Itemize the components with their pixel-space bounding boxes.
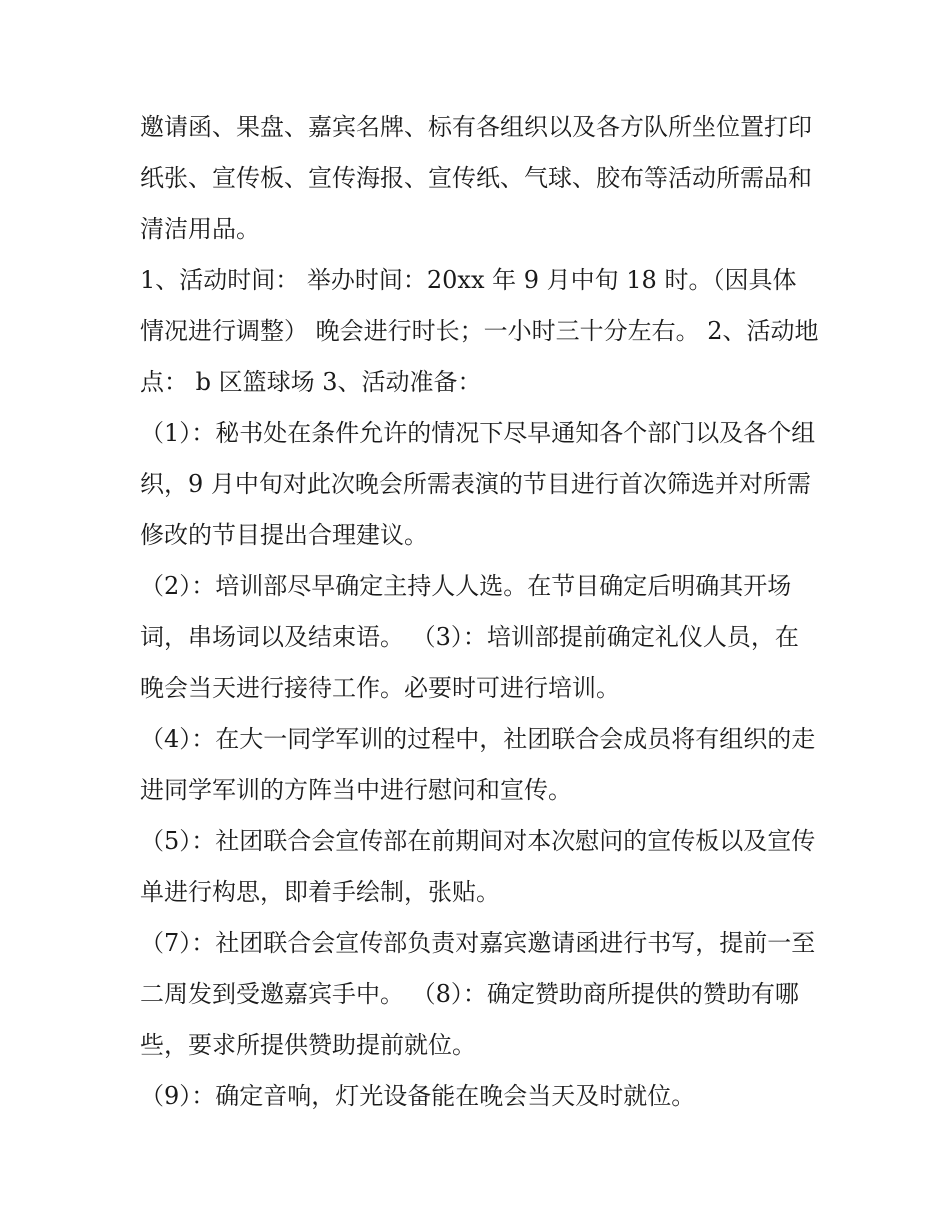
paragraph-item-9: （9）：确定音响，灯光设备能在晚会当天及时就位。 xyxy=(140,1082,696,1110)
paragraph-item-5: （5）：社团联合会宣传部在前期间对本次慰问的宣传板以及宣传单进行构思，即着手绘制，张贴。 xyxy=(140,827,816,906)
paragraph-item-7-8: （7）：社团联合会宣传部负责对嘉宾邀请函进行书写，提前一至二周发到受邀嘉宾手中。 （8）：确定赞助商所提供的赞助有哪些，要求所提供赞助提前就位。 xyxy=(140,929,816,1059)
document-body xyxy=(140,102,820,1122)
paragraph-supplies: 邀请函、果盘、嘉宾名牌、标有各组织以及各方队所坐位置打印纸张、宣传板、宣传海报、宣传纸、气球、胶布等活动所需品和清洁用品。 xyxy=(140,113,812,243)
paragraph-time-location: 1、活动时间： 举办时间：20xx 年 9 月中旬 18 时。（因具体情况进行调整） 晚会进行时长；一小时三十分左右。 2、活动地点： b 区篮球场 3、活动准备： xyxy=(140,266,819,396)
paragraph-item-1: （1）：秘书处在条件允许的情况下尽早通知各个部门以及各个组织，9 月中旬对此次晚会所需表演的节目进行首次筛选并对所需修改的节目提出合理建议。 xyxy=(140,419,816,549)
paragraph-item-2-3: （2）：培训部尽早确定主持人人选。在节目确定后明确其开场词，串场词以及结束语。 （3）：培训部提前确定礼仪人员，在晚会当天进行接待工作。必要时可进行培训。 xyxy=(140,572,799,702)
paragraph-item-4: （4）：在大一同学军训的过程中，社团联合会成员将有组织的走进同学军训的方阵当中进行慰问和宣传。 xyxy=(140,725,816,804)
